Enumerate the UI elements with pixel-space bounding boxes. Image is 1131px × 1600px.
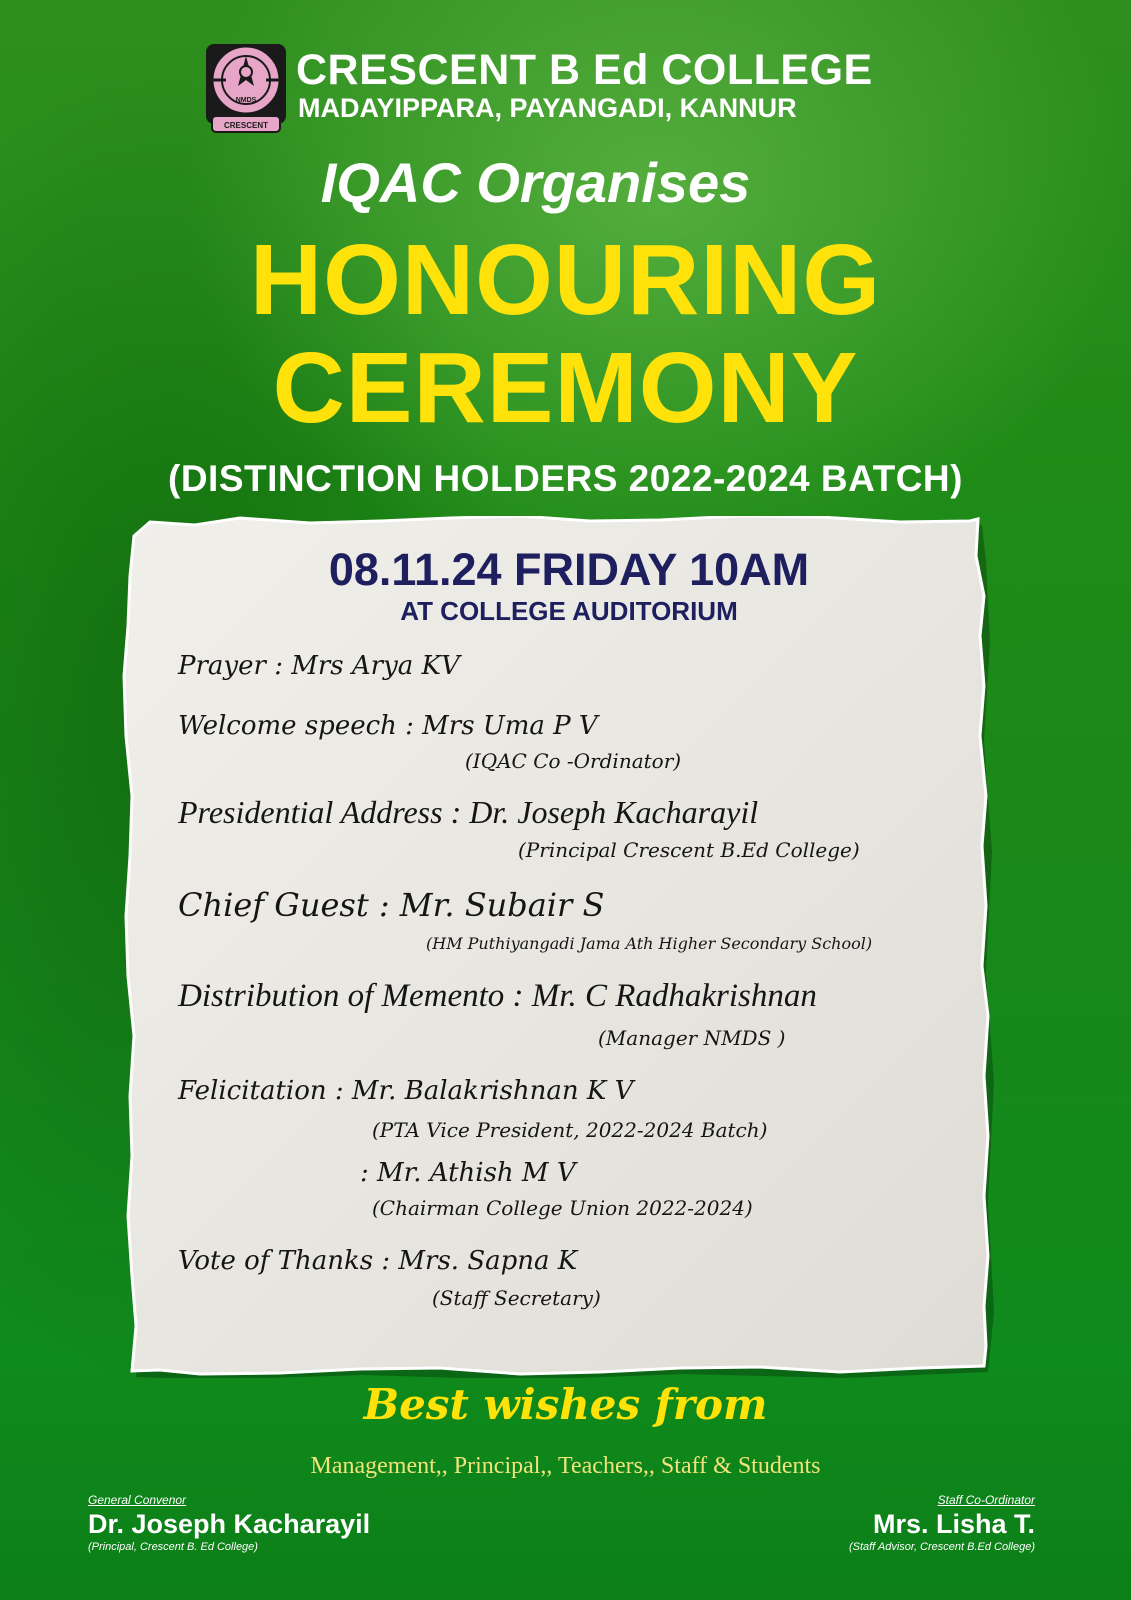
event-date-time: 08.11.24 FRIDAY 10AM [328, 544, 810, 595]
signatory-left-note: (Principal, Crescent B. Ed College) [88, 1541, 258, 1553]
felicitation-line: Felicitation : Mr. Balakrishnan K V [178, 1076, 634, 1106]
college-address: MADAYIPPARA, PAYANGADI, KANNUR [298, 93, 797, 123]
best-wishes-from: Management,, Principal,, Teachers,, Staff & Students [310, 1453, 821, 1479]
best-wishes-heading: Best wishes from [363, 1380, 768, 1429]
felicitation2-note: (Chairman College Union 2022-2024) [372, 1196, 753, 1220]
prayer-line: Prayer : Mrs Arya KV [178, 651, 460, 681]
presidential-line: Presidential Address : Dr. Joseph Kacharayil [178, 794, 759, 830]
chief-guest-line: Chief Guest : Mr. Subair S [178, 886, 605, 924]
signatory-left [88, 1493, 370, 1553]
welcome-note: (IQAC Co -Ordinator) [465, 749, 682, 773]
title-line-2: CEREMONY [272, 332, 859, 444]
programme-card [120, 516, 1018, 1378]
memento-line: Distribution of Memento : Mr. C Radhakrishnan [178, 978, 817, 1014]
college-logo-icon [202, 40, 290, 136]
signatory-right-title: Staff Co-Ordinator [937, 1493, 1035, 1507]
vote-of-thanks-line: Vote of Thanks : Mrs. Sapna K [178, 1246, 578, 1276]
organiser-heading: IQAC Organises [320, 151, 751, 214]
programme-content [120, 516, 1018, 1378]
chief-guest-note: (HM Puthiyangadi Jama Ath Higher Secondary School) [426, 934, 873, 953]
vote-of-thanks-note: (Staff Secretary) [432, 1286, 601, 1310]
signatory-right-name: Mrs. Lisha T. [872, 1509, 1035, 1539]
presidential-note: (Principal Crescent B.Ed College) [518, 838, 860, 862]
subtitle: (DISTINCTION HOLDERS 2022-2024 BATCH) [168, 458, 963, 499]
welcome-line: Welcome speech : Mrs Uma P V [178, 711, 598, 741]
college-name: CRESCENT B Ed COLLEGE [296, 46, 873, 94]
title-line-1: HONOURING [249, 224, 882, 336]
felicitation-note: (PTA Vice President, 2022-2024 Batch) [372, 1118, 768, 1142]
logo-ribbon-text: CRESCENT [223, 121, 269, 130]
signatory-right-note: (Staff Advisor, Crescent B.Ed College) [848, 1541, 1035, 1553]
logo-text: NMDS [235, 97, 257, 104]
event-venue: AT COLLEGE AUDITORIUM [400, 596, 738, 626]
signatory-left-name: Dr. Joseph Kacharayil [88, 1509, 371, 1539]
felicitation2-line: : Mr. Athish M V [360, 1158, 576, 1188]
memento-note: (Manager NMDS ) [598, 1026, 786, 1050]
signatory-right [849, 1493, 1035, 1553]
signatory-left-title: General Convenor [88, 1493, 187, 1507]
